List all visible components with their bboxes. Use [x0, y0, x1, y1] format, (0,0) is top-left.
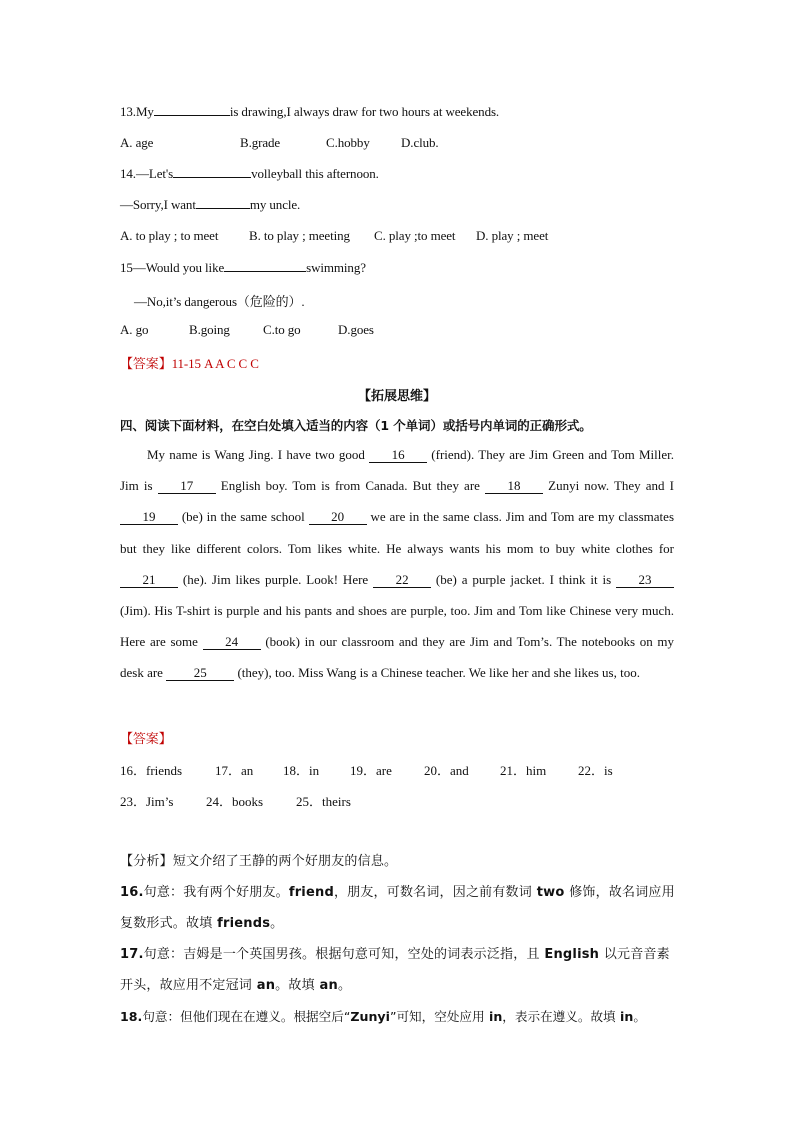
- option-a: A. to play ; to meet: [120, 228, 219, 243]
- question-15-blank: [224, 271, 306, 272]
- passage-text: (friend). They are Jim Green and Tom Miller. Jim is: [120, 447, 674, 494]
- keyword: two: [531, 885, 570, 900]
- analysis-16: [120, 877, 676, 939]
- analysis-text: 句意：吉姆是一个英国男孩。根据句意可知，空处的词表示泛指，且: [143, 947, 540, 962]
- item-number: 17.: [120, 947, 144, 962]
- blank-17: 17: [158, 479, 216, 494]
- analysis-17: [120, 939, 676, 1001]
- option-a: A. go: [120, 322, 149, 337]
- question-15-stem-start: 15—Would you like: [120, 260, 225, 275]
- analysis-text: 。: [633, 1009, 646, 1024]
- option-b: B.grade: [240, 135, 281, 150]
- analysis-text: ，朋友，可数名词，因之前有数词: [333, 885, 532, 900]
- blank-22: 22: [373, 573, 431, 588]
- question-14-reply: [120, 197, 300, 213]
- analysis-text: 。: [270, 916, 284, 931]
- question-15: [120, 260, 366, 276]
- blank-19: 19: [120, 510, 178, 525]
- blank-24: 24: [203, 635, 261, 650]
- reading-passage: [120, 439, 674, 689]
- question-15-options: [120, 322, 374, 338]
- analysis-summary: [120, 846, 676, 877]
- question-15-stem-end: swimming?: [306, 260, 366, 275]
- passage-text: (Jim). His T-shirt is purple and his pants and shoes are purple, too. Jim and Tom like Chinese very much. Here are some: [120, 603, 674, 650]
- answer-label: 【答案】: [120, 357, 172, 372]
- analysis-text: ，表示在遵义。故填: [502, 1009, 616, 1024]
- passage-text: we are in the same class. Jim and Tom are my classmates but they like different colors. Tom likes white. He always wants his mom to buy white clothes for: [120, 509, 674, 556]
- passage-text: My name is Wang Jing. I have two good: [147, 447, 370, 462]
- question-14-stem-end: volleyball this afternoon.: [251, 166, 379, 181]
- keyword: an: [314, 978, 338, 993]
- item-number: 18.: [120, 1009, 143, 1024]
- keyword: Zunyi: [350, 1009, 390, 1024]
- passage-text: (they), too. Miss Wang is a Chinese teacher. We like her and she likes us, too.: [234, 665, 640, 681]
- answer-24: 24．books: [206, 794, 264, 809]
- item-number: 16.: [120, 885, 144, 900]
- analysis-18: [120, 1001, 676, 1032]
- keyword: friend: [288, 885, 334, 900]
- option-d: D.club.: [401, 135, 439, 150]
- option-c: C.to go: [263, 322, 301, 337]
- option-b: B.going: [189, 322, 230, 337]
- passage-text: (be) in the same school: [178, 509, 309, 525]
- keyword: in: [484, 1009, 503, 1024]
- option-b: B. to play ; meeting: [249, 228, 350, 243]
- question-15-reply-text: —No,it’s dangerous（危险的）.: [134, 294, 305, 309]
- question-13: [120, 104, 499, 120]
- analysis-text: ”可知，空处应用: [389, 1009, 485, 1024]
- question-14-blank-2: [196, 208, 250, 209]
- keyword: in: [615, 1009, 634, 1024]
- question-14-reply-end: my uncle.: [249, 197, 301, 212]
- answer-16: 16．friends: [120, 763, 183, 778]
- answer-22: 22．is: [578, 763, 613, 778]
- analysis-text: 句意：我有两个好朋友。: [143, 885, 289, 900]
- keyword: friends: [212, 916, 271, 931]
- keyword: an: [252, 978, 276, 993]
- option-a: A. age: [120, 135, 154, 150]
- blank-20: 20: [309, 510, 367, 525]
- question-13-stem-start: 13.My: [120, 104, 154, 119]
- passage-text: (book) in our classroom and they are Jim and Tom’s. The notebooks on my desk are: [120, 634, 674, 681]
- question-14-stem-start: 14.—Let's: [120, 166, 174, 181]
- option-c: C.hobby: [326, 135, 370, 150]
- analysis-text: 句意：但他们现在在遵义。根据空后“: [142, 1009, 351, 1024]
- answer-16-25-label: 【答案】: [120, 732, 172, 747]
- passage-text: Zunyi now. They and I: [543, 478, 674, 494]
- question-15-reply: [134, 291, 305, 310]
- passage-text: English boy. Tom is from Canada. But they are: [215, 478, 486, 494]
- section-title: 【拓展思维】: [357, 389, 436, 404]
- analysis-label: 【分析】: [120, 854, 173, 869]
- option-d: D. play ; meet: [476, 228, 549, 243]
- passage-text: (he). Jim likes purple. Look! Here: [178, 571, 374, 587]
- analysis-text: 以元音音素开头，故应用不定冠词: [120, 947, 670, 993]
- analysis: [120, 846, 676, 1032]
- blank-23: 23: [616, 573, 674, 588]
- blank-25: 25: [166, 666, 234, 681]
- answer-value: 11-15 A A C C C: [171, 356, 259, 371]
- question-14-blank-1: [173, 177, 251, 178]
- passage-text: (be) a purple jacket. I think it is: [431, 571, 616, 587]
- answer-18: 18．in: [283, 763, 320, 778]
- analysis-text: 。: [337, 978, 352, 993]
- blank-16: 16: [369, 448, 427, 463]
- analysis-text: 修饰，故名词应用复数形式。故填: [120, 885, 675, 931]
- answer-19: 19．are: [350, 763, 392, 778]
- analysis-text: 。故填: [275, 978, 315, 993]
- keyword: English: [539, 947, 604, 962]
- analysis-summary-text: 短文介绍了王静的两个好朋友的信息。: [172, 854, 398, 869]
- question-14-options: [120, 228, 549, 244]
- answer-11-15: [120, 353, 259, 372]
- question-14: [120, 166, 379, 182]
- section-instruction: 四、阅读下面材料，在空白处填入适当的内容（1 个单词）或括号内单词的正确形式。: [120, 418, 592, 433]
- answer-25: 25．theirs: [296, 794, 351, 809]
- question-13-blank: [154, 115, 230, 116]
- question-13-stem-end: is drawing,I always draw for two hours at weekends.: [229, 104, 500, 119]
- blank-21: 21: [120, 573, 178, 588]
- answer-23: 23．Jim’s: [120, 794, 174, 809]
- question-14-reply-start: —Sorry,I want: [120, 197, 196, 212]
- option-c: C. play ;to meet: [374, 228, 456, 243]
- answer-20: 20．and: [424, 763, 469, 778]
- answer-21: 21．him: [500, 763, 547, 778]
- answer-17: 17．an: [215, 763, 254, 778]
- question-13-options: [120, 135, 439, 151]
- blank-18: 18: [485, 479, 543, 494]
- option-d: D.goes: [338, 322, 374, 337]
